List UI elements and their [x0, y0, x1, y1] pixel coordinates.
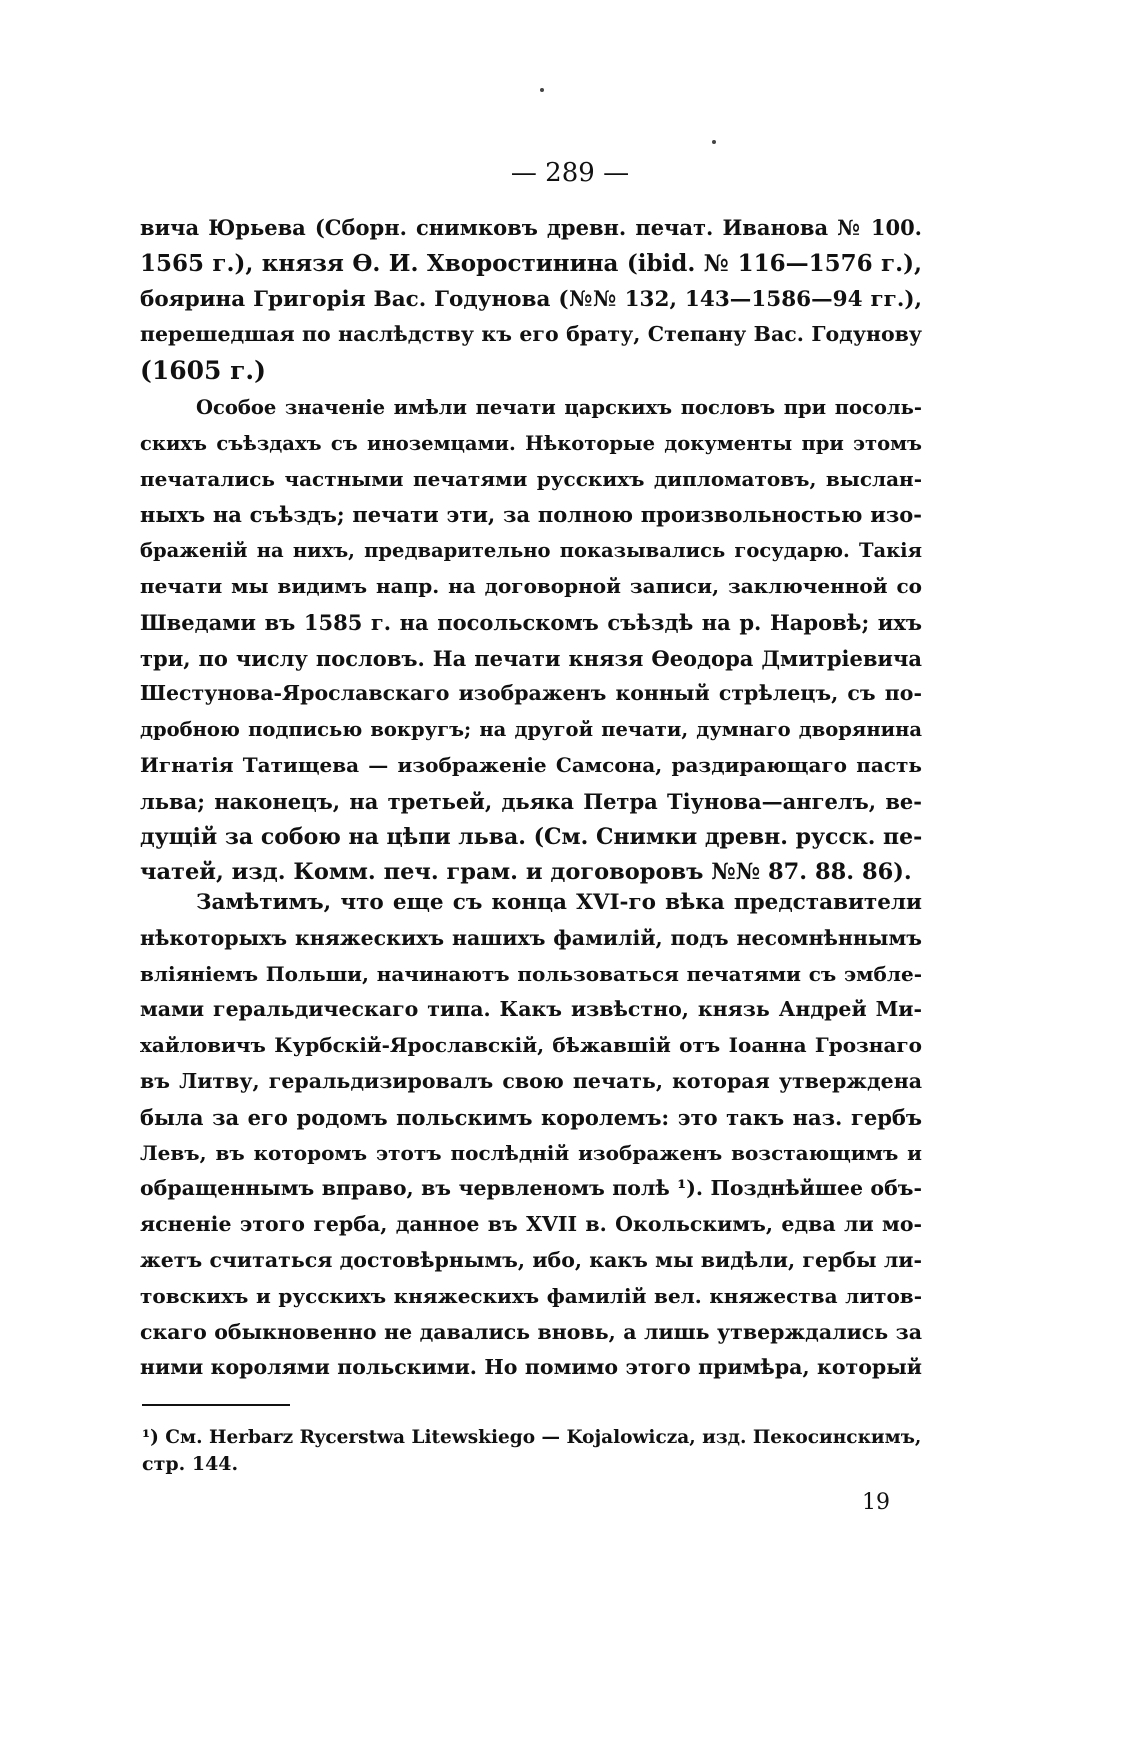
text-line: была за его родомъ польскимъ королемъ: это такъ наз. гербъ [140, 1104, 922, 1130]
text-line: боярина Григорія Вас. Годунова (№№ 132, 143—1586—94 гг.), [140, 286, 922, 312]
text-line: чатей, изд. Комм. печ. грам. и договоровъ №№ 87. 88. 86). [140, 859, 912, 886]
signature-mark: 19 [862, 1490, 890, 1515]
text-line: ними королями польскими. Но помимо этого примѣра, который [140, 1355, 922, 1380]
paper-speck [712, 140, 716, 144]
paragraph-ambassador-seals [140, 390, 922, 891]
text-line: скихъ съѣздахъ съ иноземцами. Нѣкоторые документы при этомъ [140, 431, 922, 455]
footnote-line: стр. 144. [142, 1453, 239, 1475]
text-line: (1605 г.) [140, 356, 266, 386]
page-number: — 289 — [510, 158, 630, 188]
text-line: льва; наконецъ, на третьей, дьяка Петра Тіунова—ангелъ, ве- [140, 788, 922, 814]
text-line: печати мы видимъ напр. на договорной записи, заключенной со [140, 573, 922, 598]
text-line: нѣкоторыхъ княжескихъ нашихъ фамилій, подъ несомнѣннымъ [140, 925, 922, 950]
footnote-line: ¹) См. Herbarz Rycerstwa Litewskiego — Kojalowicza, изд. Пекосинскимъ, [142, 1427, 922, 1448]
text-line: жетъ считаться достовѣрнымъ, ибо, какъ мы видѣли, гербы ли- [140, 1247, 922, 1272]
text-line: Замѣтимъ, что еще съ конца XVI-го вѣка представители [196, 890, 922, 915]
footnote-divider [142, 1404, 290, 1406]
text-line: обращеннымъ вправо, въ червленомъ полѣ ¹). Позднѣйшее объ- [140, 1176, 922, 1201]
text-line: Игнатія Татищева — изображеніе Самсона, раздирающаго пасть [140, 752, 922, 777]
text-line: ныхъ на съѣздъ; печати эти, за полною произвольностью изо- [140, 502, 922, 528]
text-line: хайловичъ Курбскій-Ярославскій, бѣжавшій отъ Іоанна Грознаго [140, 1033, 922, 1058]
text-line: въ Литву, геральдизировалъ свою печать, которая утверждена [140, 1068, 922, 1093]
text-line: дущій за собою на цѣпи льва. (См. Снимки древн. русск. пе- [140, 823, 923, 850]
text-line: Особое значеніе имѣли печати царскихъ пословъ при посоль- [196, 396, 922, 419]
paper-speck [540, 88, 544, 92]
text-line: скаго обыкновенно не давались вновь, а лишь утверждались за [140, 1319, 922, 1344]
text-line: вліяніемъ Польши, начинаютъ пользоваться печатями съ эмбле- [140, 961, 922, 986]
text-line: Левъ, въ которомъ этотъ послѣдній изображенъ возстающимъ и [140, 1140, 922, 1165]
text-line: вича Юрьева (Сборн. снимковъ древн. печат. Иванова № 100. [140, 215, 922, 240]
text-line: печатались частными печатями русскихъ дипломатовъ, выслан- [140, 466, 922, 491]
paragraph-heraldic-seals [140, 885, 922, 1386]
text-line: браженій на нихъ, предварительно показывались государю. Такія [140, 539, 922, 563]
text-line: дробною подписью вокругъ; на другой печати, думнаго дворянина [140, 718, 922, 742]
text-line: перешедшая по наслѣдству къ его брату, Степану Вас. Годунову [140, 322, 922, 347]
text-line: товскихъ и русскихъ княжескихъ фамилій вел. княжества литов- [140, 1283, 922, 1308]
text-line: мами геральдическаго типа. Какъ извѣстно, князь Андрей Ми- [140, 997, 922, 1022]
text-line: 1565 г.), князя Ѳ. И. Хворостинина (ibid. № 116—1576 г.), [140, 249, 922, 277]
text-line: три, по числу пословъ. На печати князя Ѳеодора Дмитріевича [140, 645, 922, 671]
footnote [142, 1424, 922, 1478]
text-line: ясненіе этого герба, данное въ XVII в. Окольскимъ, едва ли мо- [140, 1212, 922, 1237]
text-line: Шведами въ 1585 г. на посольскомъ съѣздѣ на р. Наровѣ; ихъ [140, 609, 922, 635]
text-line: Шестунова-Ярославскаго изображенъ конный стрѣлецъ, съ по- [140, 681, 922, 706]
paragraph-continuation [140, 210, 922, 389]
